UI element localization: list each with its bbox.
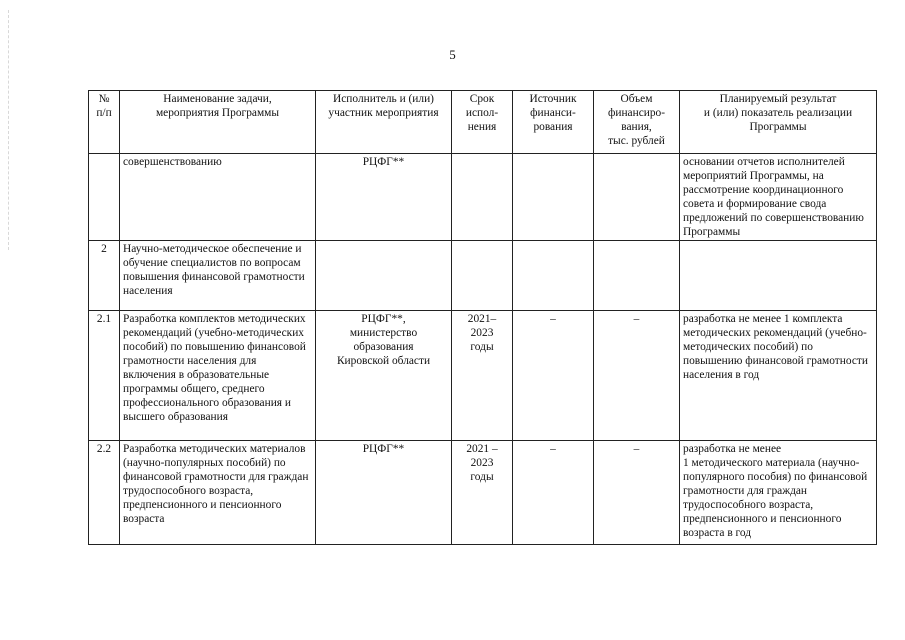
cell-funding-volume: [594, 154, 680, 241]
cell-task-name: Разработка методических материалов (научно-популярных пособий) по финансовой грамотности для граждан трудоспособного возраста, предпенсионного и пенсионного возраста: [120, 441, 316, 545]
cell-planned-result: разработка не менее 1 методического материала (научно-популярного пособия) по финансовой грамотности для граждан трудоспособного возраста, предпенсионного и пенсионного возраста в год: [680, 441, 877, 545]
cell-task-name: Разработка комплектов методических рекомендаций (учебно-методических пособий) по повышению финансовой грамотности населения для включения в образовательные программы общего, среднего профессионального образования и высшего образования: [120, 311, 316, 441]
cell-executor: РЦФГ**: [316, 154, 452, 241]
header-term: Срок испол- нения: [452, 91, 513, 154]
program-activities-table: [88, 90, 877, 545]
cell-term: 2021– 2023 годы: [452, 311, 513, 441]
cell-planned-result: [680, 241, 877, 311]
header-task-name: Наименование задачи, мероприятия Программы: [120, 91, 316, 154]
table-row: [89, 311, 877, 441]
table-row: [89, 241, 877, 311]
cell-funding-source: –: [513, 441, 594, 545]
cell-term: [452, 241, 513, 311]
table-header-row: [89, 91, 877, 154]
cell-planned-result: основании отчетов исполнителей мероприятий Программы, на рассмотрение координационного совета и формирование свода предложений по совершенствованию Программы: [680, 154, 877, 241]
margin-binding-marks: [8, 10, 10, 250]
cell-term: 2021 – 2023 годы: [452, 441, 513, 545]
cell-task-name: совершенствованию: [120, 154, 316, 241]
cell-funding-volume: –: [594, 311, 680, 441]
cell-funding-volume: [594, 241, 680, 311]
cell-executor: РЦФГ**: [316, 441, 452, 545]
cell-number: 2.1: [89, 311, 120, 441]
header-funding-source: Источник финанси- рования: [513, 91, 594, 154]
cell-funding-source: –: [513, 311, 594, 441]
page-number: 5: [449, 47, 456, 62]
table-row: [89, 441, 877, 545]
cell-funding-source: [513, 241, 594, 311]
cell-number: 2.2: [89, 441, 120, 545]
cell-number: 2: [89, 241, 120, 311]
cell-funding-volume: –: [594, 441, 680, 545]
header-executor: Исполнитель и (или) участник мероприятия: [316, 91, 452, 154]
header-number: № п/п: [89, 91, 120, 154]
cell-number: [89, 154, 120, 241]
table-row: [89, 154, 877, 241]
header-planned-result: Планируемый результат и (или) показатель реализации Программы: [680, 91, 877, 154]
cell-term: [452, 154, 513, 241]
cell-executor: [316, 241, 452, 311]
cell-planned-result: разработка не менее 1 комплекта методических рекомендаций (учебно-методических пособий) по повышению финансовой грамотности населения в год: [680, 311, 877, 441]
cell-funding-source: [513, 154, 594, 241]
cell-task-name: Научно-методическое обеспечение и обучение специалистов по вопросам повышения финансовой грамотности населения: [120, 241, 316, 311]
header-funding-volume: Объем финансиро- вания, тыс. рублей: [594, 91, 680, 154]
cell-executor: РЦФГ**, министерство образования Кировской области: [316, 311, 452, 441]
